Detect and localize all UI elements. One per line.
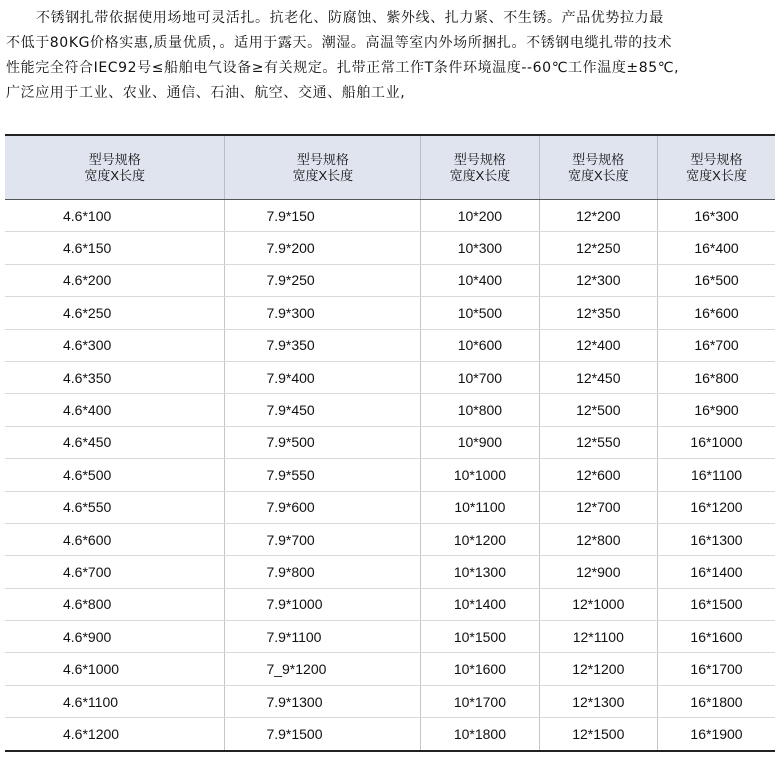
table-cell: 12*550 [539, 426, 657, 458]
column-header-line1: 型号规格 [453, 151, 506, 167]
table-cell: 10*600 [421, 329, 539, 361]
table-cell: 16*600 [658, 297, 775, 329]
table-cell: 7.9*1100 [225, 621, 421, 653]
table-row [5, 621, 775, 653]
table-cell: 4.6*900 [5, 621, 225, 653]
table-row [5, 491, 775, 523]
table-cell: 16*700 [658, 329, 775, 361]
table-row [5, 718, 775, 751]
table-cell: 12*350 [539, 297, 657, 329]
column-header-line2: 宽度X长度 [449, 167, 511, 183]
table-cell: 12*200 [539, 200, 657, 232]
table-row [5, 361, 775, 393]
table-cell: 4.6*1000 [5, 653, 225, 685]
table-cell: 7.9*200 [225, 232, 421, 264]
table-cell: 16*1600 [658, 621, 775, 653]
table-cell: 4.6*450 [5, 426, 225, 458]
table-cell: 10*800 [421, 394, 539, 426]
table-cell: 4.6*1200 [5, 718, 225, 751]
column-header-line2: 宽度X长度 [567, 167, 629, 183]
table-row [5, 394, 775, 426]
column-header [5, 135, 225, 200]
table-cell: 16*1700 [658, 653, 775, 685]
table-cell: 4.6*400 [5, 394, 225, 426]
table-cell: 10*900 [421, 426, 539, 458]
table-cell: 16*1300 [658, 523, 775, 555]
table-row [5, 329, 775, 361]
table-cell: 12*250 [539, 232, 657, 264]
column-header [658, 135, 775, 200]
table-cell: 4.6*1100 [5, 685, 225, 717]
table-row [5, 653, 775, 685]
table-cell: 10*1400 [421, 588, 539, 620]
table-cell: 16*1800 [658, 685, 775, 717]
table-cell: 12*700 [539, 491, 657, 523]
table-cell: 10*400 [421, 264, 539, 296]
intro-line: 性能完全符合IEC92号≤船舶电气设备≥有关规定。扎带正常工作T条件环境温度--60℃工作温度±85℃, [6, 60, 680, 76]
table-cell: 4.6*350 [5, 361, 225, 393]
table-cell: 7.9*1500 [225, 718, 421, 751]
table-cell: 16*300 [658, 200, 775, 232]
intro-line: 不锈钢扎带依据使用场地可灵活扎。抗老化、防腐蚀、紫外线、扎力紧、不生锈。产品优势拉力最 [36, 10, 664, 26]
table-cell: 16*1000 [658, 426, 775, 458]
table-cell: 12*1100 [539, 621, 657, 653]
table-cell: 12*600 [539, 459, 657, 491]
table-cell: 7.9*250 [225, 264, 421, 296]
table-cell: 10*500 [421, 297, 539, 329]
table-cell: 4.6*800 [5, 588, 225, 620]
table-cell: 16*800 [658, 361, 775, 393]
table-row [5, 459, 775, 491]
table-cell: 10*1800 [421, 718, 539, 751]
table-cell: 10*200 [421, 200, 539, 232]
table-cell: 12*800 [539, 523, 657, 555]
column-header-line1: 型号规格 [690, 151, 743, 167]
table-cell: 4.6*150 [5, 232, 225, 264]
table-cell: 16*900 [658, 394, 775, 426]
table-row [5, 264, 775, 296]
table-row [5, 685, 775, 717]
table-cell: 16*1500 [658, 588, 775, 620]
table-cell: 4.6*700 [5, 556, 225, 588]
table-row [5, 200, 775, 232]
table-cell: 4.6*100 [5, 200, 225, 232]
table-cell: 7.9*550 [225, 459, 421, 491]
table-cell: 12*1300 [539, 685, 657, 717]
spec-table-header [5, 135, 775, 200]
header-row [5, 135, 775, 200]
table-cell: 4.6*300 [5, 329, 225, 361]
table-row [5, 556, 775, 588]
intro-line: 不低于80KG价格实惠,质量优质，。适用于露天。潮湿。高温等室内外场所捆扎。不锈钢电缆扎带的技术 [6, 35, 673, 51]
table-cell: 7.9*600 [225, 491, 421, 523]
table-cell: 4.6*550 [5, 491, 225, 523]
table-cell: 4.6*200 [5, 264, 225, 296]
table-cell: 16*1900 [658, 718, 775, 751]
intro-text [6, 6, 774, 106]
table-cell: 10*1600 [421, 653, 539, 685]
table-cell: 12*1500 [539, 718, 657, 751]
table-cell: 7.9*1000 [225, 588, 421, 620]
column-header-line2: 宽度X长度 [686, 167, 747, 183]
table-cell: 10*700 [421, 361, 539, 393]
table-cell: 10*1700 [421, 685, 539, 717]
table-row [5, 297, 775, 329]
table-cell: 4.6*250 [5, 297, 225, 329]
column-header [225, 135, 421, 200]
column-header [421, 135, 539, 200]
table-cell: 7.9*350 [225, 329, 421, 361]
column-header-line1: 型号规格 [296, 151, 349, 167]
table-cell: 16*1200 [658, 491, 775, 523]
table-cell: 4.6*600 [5, 523, 225, 555]
table-cell: 10*300 [421, 232, 539, 264]
spec-table-body [5, 200, 775, 751]
table-cell: 7_9*1200 [225, 653, 421, 685]
table-cell: 10*1500 [421, 621, 539, 653]
table-cell: 12*300 [539, 264, 657, 296]
table-cell: 16*1400 [658, 556, 775, 588]
table-cell: 7.9*400 [225, 361, 421, 393]
column-header-line2: 宽度X长度 [292, 167, 354, 183]
column-header [539, 135, 657, 200]
column-header-line1: 型号规格 [572, 151, 625, 167]
table-cell: 10*1200 [421, 523, 539, 555]
table-row [5, 588, 775, 620]
table-cell: 7.9*300 [225, 297, 421, 329]
spec-table [5, 134, 775, 752]
intro-line: 广泛应用于工业、农业、通信、石油、航空、交通、船舶工业, [6, 85, 406, 101]
table-cell: 7.9*1300 [225, 685, 421, 717]
table-cell: 12*500 [539, 394, 657, 426]
table-cell: 16*1100 [658, 459, 775, 491]
table-cell: 10*1300 [421, 556, 539, 588]
table-cell: 7.9*800 [225, 556, 421, 588]
column-header-line2: 宽度X长度 [84, 167, 146, 183]
table-cell: 12*450 [539, 361, 657, 393]
column-header-line1: 型号规格 [88, 151, 141, 167]
table-cell: 7.9*500 [225, 426, 421, 458]
table-cell: 10*1000 [421, 459, 539, 491]
table-cell: 16*400 [658, 232, 775, 264]
table-cell: 7.9*150 [225, 200, 421, 232]
table-cell: 7.9*700 [225, 523, 421, 555]
table-cell: 7.9*450 [225, 394, 421, 426]
table-cell: 10*1100 [421, 491, 539, 523]
table-cell: 12*1000 [539, 588, 657, 620]
table-cell: 16*500 [658, 264, 775, 296]
table-row [5, 523, 775, 555]
table-cell: 12*400 [539, 329, 657, 361]
table-cell: 4.6*500 [5, 459, 225, 491]
table-cell: 12*900 [539, 556, 657, 588]
table-row [5, 232, 775, 264]
table-row [5, 426, 775, 458]
table-cell: 12*1200 [539, 653, 657, 685]
